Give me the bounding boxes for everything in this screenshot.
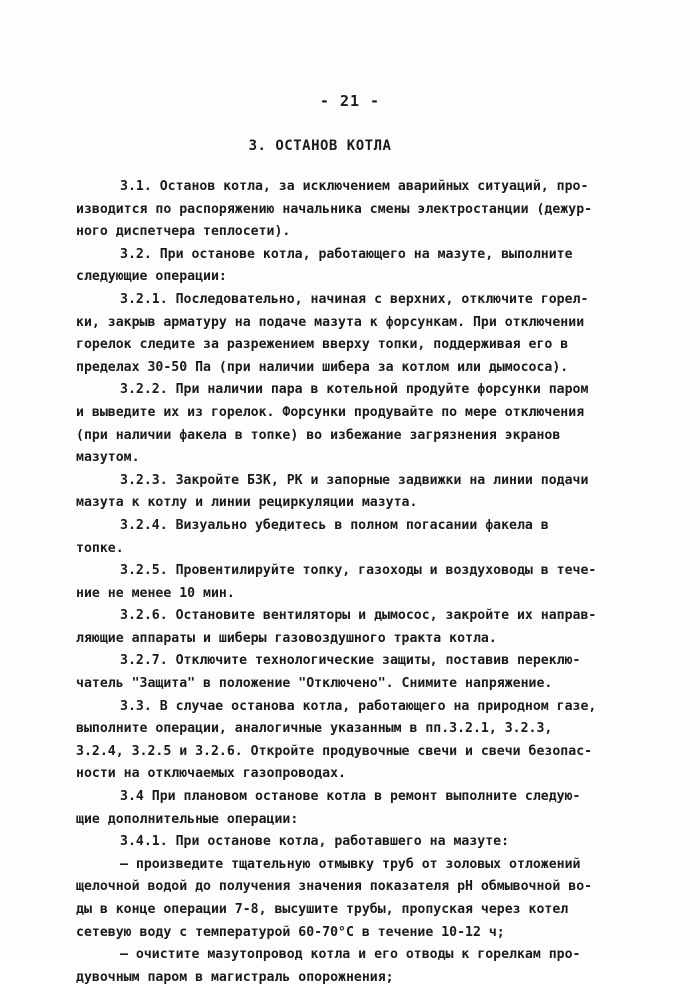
text-line: ки, закрыв арматуру на подаче мазута к форсункам. При отключении [76, 314, 585, 330]
text-line: щелочной водой до получения значения показателя pH обмывочной во- [76, 879, 593, 895]
text-line: 3.2.7. Отключите технологические защиты, поставив переклю- [120, 653, 581, 669]
text-line: 3.4.1. При останове котла, работавшего на мазуте: [120, 834, 510, 850]
text-line: и выведите их из горелок. Форсунки продувайте по мере отключения [76, 404, 585, 420]
section-title: 3. ОСТАНОВ КОТЛА [248, 138, 392, 154]
text-line: 3.2.2. При наличии пара в котельной продуйте форсунки паром [120, 382, 589, 398]
text-line: щие дополнительные операции: [76, 811, 299, 827]
text-line: сетевую воду с температурой 60-70°С в течение 10-12 ч; [76, 924, 505, 940]
text-line: 3.2.6. Остановите вентиляторы и дымосос, закройте их направ- [120, 608, 597, 624]
text-line: ного диспетчера теплосети). [76, 224, 291, 240]
text-line: 3.2.3. Закройте БЗК, РК и запорные задвижки на линии подачи [120, 472, 589, 488]
text-line: следующие операции: [76, 269, 227, 285]
text-line: ды в конце операции 7-8, высушите трубы, пропуская через котел [76, 902, 569, 917]
text-line: ности на отключаемых газопроводах. [76, 766, 346, 782]
text-line: дувочным паром в магистраль опорожнения; [76, 969, 394, 985]
text-line: – очистите мазутопровод котла и его отводы к горелкам про- [120, 947, 581, 963]
text-line: 3.2.4, 3.2.5 и 3.2.6. Откройте продувочные свечи и свечи безопас- [76, 743, 593, 759]
text-line: ляющие аппараты и шиберы газовоздушного тракта котла. [76, 630, 497, 646]
text-line: изводится по распоряжению начальника смены электростанции (дежур- [76, 201, 593, 217]
text-line: 3.2.1. Последовательно, начиная с верхних, отключите горел- [120, 291, 589, 307]
body-text [76, 176, 596, 989]
text-line: ние не менее 10 мин. [76, 585, 235, 601]
text-line: 3.2.5. Провентилируйте топку, газоходы и воздуховоды в тече- [120, 563, 597, 579]
text-line: мазута к котлу и линии рециркуляции мазута. [76, 495, 418, 511]
text-line: выполните операции, аналогичные указанным в пп.3.2.1, 3.2.3, [76, 721, 553, 737]
text-line: мазутом. [76, 450, 140, 466]
page-number: - 21 - [319, 92, 381, 110]
text-line: топке. [76, 540, 124, 556]
text-line: пределах 30-50 Па (при наличии шибера за котлом или дымососа). [76, 359, 569, 375]
text-line: (при наличии факела в топке) во избежание загрязнения экранов [76, 427, 561, 443]
text-line: 3.3. В случае останова котла, работающего на природном газе, [120, 698, 597, 714]
text-line: 3.2. При останове котла, работающего на мазуте, выполните [120, 246, 573, 262]
text-line: – произведите тщательную отмывку труб от золовых отложений [120, 856, 581, 872]
text-line: 3.1. Останов котла, за исключением аварийных ситуаций, про- [120, 179, 589, 194]
text-line: чатель "Защита" в положение "Отключено". Снимите напряжение. [76, 676, 553, 692]
text-line: 3.4 При плановом останове котла в ремонт выполните следую- [120, 789, 581, 805]
text-line: 3.2.4. Визуально убедитесь в полном погасании факела в [120, 517, 549, 533]
text-line: горелок следите за разрежением вверху топки, поддерживая его в [76, 337, 569, 353]
